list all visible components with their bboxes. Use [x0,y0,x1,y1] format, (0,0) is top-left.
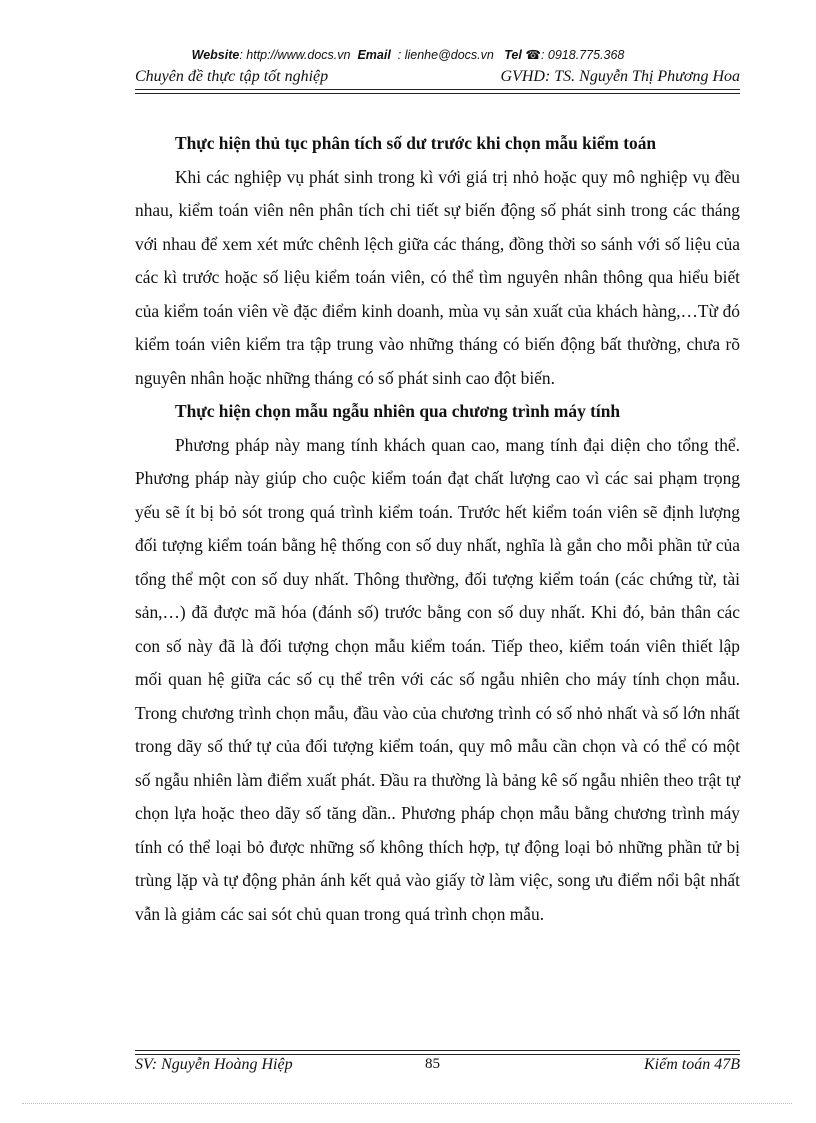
footer-student: SV: Nguyễn Hoàng Hiệp [135,1056,293,1073]
page-footer [135,1056,740,1078]
website-label: Website [191,48,240,62]
header-topic: Chuyên đề thực tập tốt nghiệp [135,68,329,85]
email-address[interactable]: : lienhe@docs.vn [397,48,494,62]
page-number: 85 [425,1056,440,1072]
page-header [135,68,740,86]
phone-icon: ☎ [525,48,541,62]
tel-number: : 0918.775.368 [540,48,625,62]
email-label: Email [357,48,391,62]
tel-label: Tel [504,48,522,62]
page-edge-divider [22,1103,792,1104]
website-banner [0,47,816,62]
section-heading-1: Thực hiện thủ tục phân tích số dư trước khi chọn mẫu kiểm toán [175,133,657,153]
section-heading-2: Thực hiện chọn mẫu ngẫu nhiên qua chương trình máy tính [175,401,621,421]
header-supervisor: GVHD: TS. Nguyễn Thị Phương Hoa [500,68,740,85]
footer-divider [135,1050,740,1055]
section-paragraph-1: Khi các nghiệp vụ phát sinh trong kì với giá trị nhỏ hoặc quy mô nghiệp vụ đều nhau, kiểm toán viên nên phân tích chi tiết sự biến động số phát sinh trong các tháng với nhau để xem xét mức chênh lệch giữa các tháng, đồng thời so sánh với số liệu của các kì trước hoặc số liệu kiểm toán viên, có thể tìm nguyên nhân thông qua hiểu biết của kiểm toán viên về đặc điểm kinh doanh, mùa vụ sản xuất của khách hàng,…Từ đó kiểm toán viên kiểm tra tập trung vào những tháng có biến động bất thường, chưa rõ nguyên nhân hoặc những tháng có số phát sinh cao đột biến. [135,166,740,388]
document-body [135,127,740,931]
footer-class: Kiểm toán 47B [644,1056,740,1073]
header-divider [135,89,740,94]
website-url[interactable]: : http://www.docs.vn [239,48,351,62]
section-paragraph-2: Phương pháp này mang tính khách quan cao, mang tính đại diện cho tổng thể. Phương pháp này giúp cho cuộc kiểm toán đạt chất lượng cao vì các sai phạm trọng yếu sẽ ít bị bỏ sót trong quá trình kiểm toán. Trước hết kiểm toán viên sẽ định lượng đối tượng kiểm toán bằng hệ thống con số duy nhất, nghĩa là gắn cho mỗi phần tử của tổng thể một con số duy nhất. Thông thường, đối tượng kiểm toán (các chứng từ, tài sản,…) đã được mã hóa (đánh số) trước bằng con số duy nhất. Khi đó, bản thân các con số này đã là đối tượng chọn mẫu kiểm toán. Tiếp theo, kiểm toán viên thiết lập mối quan hệ giữa các số cụ thể trên với các số ngẫu nhiên cho máy tính chọn mẫu. Trong chương trình chọn mẫu, đầu vào của chương trình có số nhỏ nhất và số lớn nhất trong dãy số thứ tự của đối tượng kiểm toán, quy mô mẫu cần chọn và có thể có một số ngẫu nhiên làm điểm xuất phát. Đầu ra thường là bảng kê số ngẫu nhiên theo trật tự chọn lựa hoặc theo dãy số tăng dần.. Phương pháp chọn mẫu bằng chương trình máy tính có thể loại bỏ được những số không thích hợp, tự động loại bỏ những phần tử bị trùng lặp và tự động phản ánh kết quả vào giấy tờ làm việc, song ưu điểm nổi bật nhất vẫn là giảm các sai sót chủ quan trong quá trình chọn mẫu. [135,434,740,924]
